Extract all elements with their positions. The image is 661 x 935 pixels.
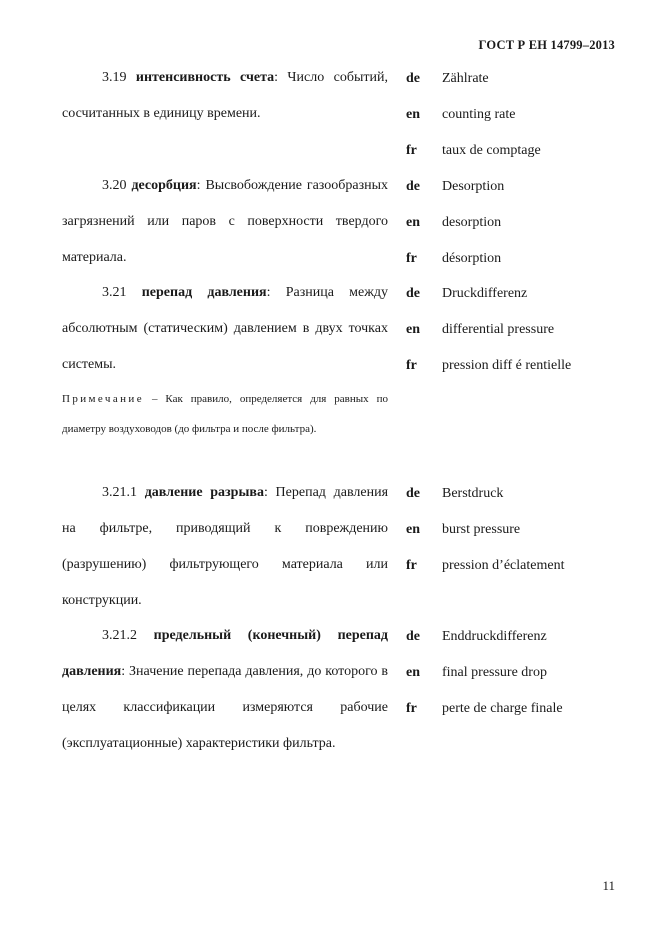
lang-code: fr bbox=[406, 358, 417, 373]
lang-code: de bbox=[406, 629, 420, 644]
term-definition bbox=[62, 168, 388, 276]
translations bbox=[406, 275, 646, 383]
translations bbox=[406, 168, 646, 276]
term-number: 3.21.2 bbox=[102, 628, 137, 643]
translation-row-fr bbox=[406, 547, 646, 583]
lang-code: fr bbox=[406, 558, 417, 573]
translation-row-fr bbox=[406, 347, 646, 383]
translation-text: perte de charge finale bbox=[442, 701, 563, 716]
lang-code: de bbox=[406, 179, 420, 194]
term-name: десорбция bbox=[131, 178, 197, 193]
translations bbox=[406, 475, 646, 583]
translation-text: counting rate bbox=[442, 107, 516, 122]
lang-code: fr bbox=[406, 701, 417, 716]
translation-row-en bbox=[406, 311, 646, 347]
definition-text: : Число событий, сосчитанных в единицу времени. bbox=[62, 70, 388, 121]
translation-text: differential pressure bbox=[442, 322, 555, 337]
translations bbox=[406, 618, 646, 726]
translation-row-en bbox=[406, 204, 646, 240]
translations bbox=[406, 60, 646, 168]
translation-text: taux de comptage bbox=[442, 143, 541, 158]
translation-text: désorption bbox=[442, 251, 502, 266]
term-name: давление разрыва bbox=[144, 485, 264, 500]
definition-text: : Значение перепада давления, до которого в целях классификации измеряются рабочие (эксплуатационные) характеристики фильтра. bbox=[62, 664, 388, 751]
translation-row-de bbox=[406, 618, 646, 654]
lang-code: en bbox=[406, 665, 420, 680]
translation-row-en bbox=[406, 511, 646, 547]
lang-code: de bbox=[406, 71, 420, 86]
translation-row-de bbox=[406, 60, 646, 96]
translation-row-de bbox=[406, 275, 646, 311]
lang-code: en bbox=[406, 322, 420, 337]
lang-code: en bbox=[406, 107, 420, 122]
translation-text: Druckdifferenz bbox=[442, 286, 528, 301]
term-definition bbox=[62, 618, 388, 762]
translation-row-de bbox=[406, 475, 646, 511]
lang-code: en bbox=[406, 215, 420, 230]
term-number: 3.21.1 bbox=[102, 485, 137, 500]
translation-text: Desorption bbox=[442, 179, 505, 194]
lang-code: de bbox=[406, 486, 420, 501]
term-number: 3.19 bbox=[102, 70, 127, 85]
term-definition bbox=[62, 275, 388, 383]
term-name: предельный (конечный) перепад давления bbox=[62, 628, 388, 679]
translation-row-fr bbox=[406, 132, 646, 168]
term-definition bbox=[62, 475, 388, 619]
translation-row-fr bbox=[406, 240, 646, 276]
translation-row-en bbox=[406, 96, 646, 132]
translation-row-en bbox=[406, 654, 646, 690]
note-label: Примечание bbox=[62, 393, 144, 405]
document-header: ГОСТ Р ЕН 14799–2013 bbox=[478, 38, 615, 52]
term-definition bbox=[62, 60, 388, 132]
translation-row-fr bbox=[406, 690, 646, 726]
page-number: 11 bbox=[602, 878, 615, 893]
term-number: 3.21 bbox=[102, 285, 127, 300]
definition-text: : Перепад давления на фильтре, приводящий к повреждению (разрушению) фильтрующего материала или конструкции. bbox=[62, 485, 389, 608]
lang-code: en bbox=[406, 522, 420, 537]
translation-text: burst pressure bbox=[442, 522, 521, 537]
translation-text: pression diff é rentielle bbox=[442, 358, 572, 373]
translation-text: Enddruckdifferenz bbox=[442, 629, 547, 644]
translation-text: Berstdruck bbox=[442, 486, 504, 501]
translation-text: Zählrate bbox=[442, 71, 489, 86]
definition-text: : Высвобождение газообразных загрязнений или паров с поверхности твердого материала. bbox=[62, 178, 389, 265]
translation-text: final pressure drop bbox=[442, 665, 547, 680]
lang-code: fr bbox=[406, 143, 417, 158]
lang-code: de bbox=[406, 286, 420, 301]
note-text: – Как правило, определяется для равных по диаметру воздуховодов (до фильтра и после фильтра). bbox=[62, 393, 388, 435]
translation-text: desorption bbox=[442, 215, 502, 230]
translation-row-de bbox=[406, 168, 646, 204]
term-name: перепад давления bbox=[141, 285, 267, 300]
term-name: интенсивность счета bbox=[135, 70, 275, 85]
term-number: 3.20 bbox=[102, 178, 127, 193]
definition-text: : Разница между абсолютным (статическим) давлением в двух точках системы. bbox=[62, 285, 388, 372]
translation-text: pression d’éclatement bbox=[442, 558, 565, 573]
note bbox=[62, 384, 388, 444]
lang-code: fr bbox=[406, 251, 417, 266]
